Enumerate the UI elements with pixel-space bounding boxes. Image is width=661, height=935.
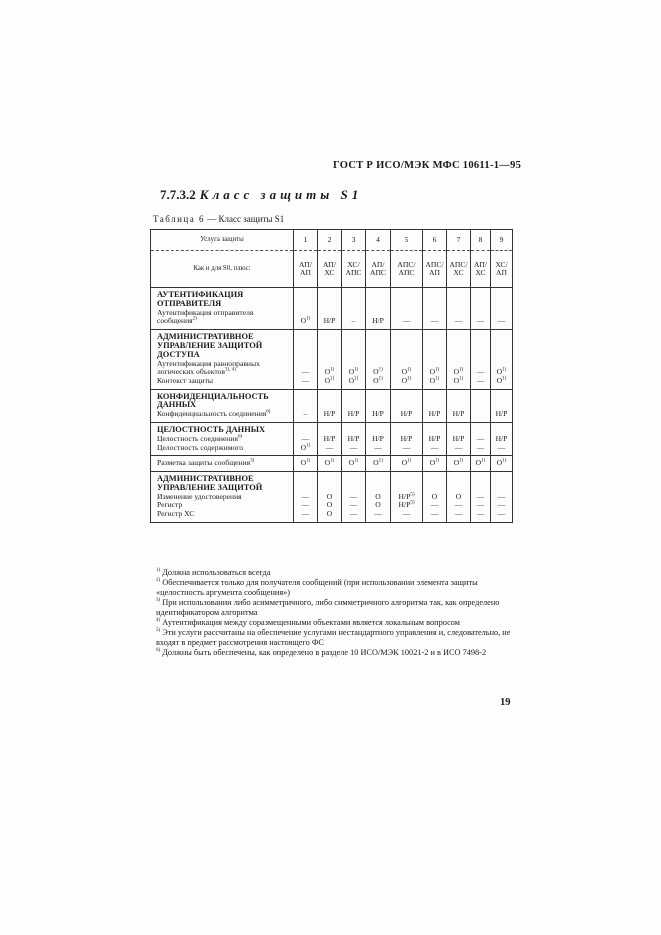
cell-value: Н/Р (372, 433, 384, 443)
cell-value: $О^{1)}$ (373, 367, 383, 377)
table-header-row (151, 230, 513, 251)
column-role: АП/ ХС (471, 251, 491, 288)
group-title: АУТЕНТИФИКАЦИЯ ОТПРАВИТЕЛЯ (157, 290, 244, 308)
value-cell (294, 389, 318, 422)
footnote-text: Аутентификация между соразмещенными объектами является локальным вопросом (162, 617, 461, 627)
footnote (156, 578, 518, 598)
column-number: 4 (366, 230, 391, 251)
table-group-row (151, 330, 513, 390)
group-label-cell (151, 330, 294, 390)
value-cell (447, 288, 471, 330)
cell-value: $О^{1)}$ (453, 367, 464, 377)
column-number: 3 (342, 230, 366, 251)
service-label-text: Аутентификация равноправных логических объектов (157, 358, 260, 377)
cell-value: — (402, 316, 411, 326)
column-number: 5 (391, 230, 423, 251)
value-cell (342, 389, 366, 422)
table-caption (153, 214, 284, 224)
footnote-mark: 6) (156, 647, 161, 653)
value-cell (471, 423, 491, 456)
cell-value: — (454, 500, 463, 510)
group-title: КОНФИДЕНЦИАЛЬНОСТЬ ДАННЫХ (157, 391, 269, 410)
footnote (156, 568, 518, 578)
value-cell (491, 389, 513, 422)
cell-value: О (375, 500, 381, 510)
cell-value: — (430, 500, 439, 510)
value-cell (366, 330, 391, 390)
cell-value: — (476, 433, 485, 443)
service-label (157, 444, 290, 453)
value-cell (294, 423, 318, 456)
value-cell (391, 471, 423, 522)
group-title: ЦЕЛОСТНОСТЬ ДАННЫХ (157, 425, 265, 434)
cell-value: О (326, 500, 333, 510)
table-group-row (151, 456, 513, 472)
footnote-text: Должна использоваться всегда (162, 568, 271, 577)
cell-value: Н/Р (347, 409, 360, 419)
cell-value: — (454, 442, 463, 452)
service-label (157, 510, 290, 519)
value-cell (342, 288, 366, 330)
cell-value: Н/Р (495, 409, 508, 419)
value-cell (447, 389, 471, 422)
value-cell (318, 389, 342, 422)
cell-value: $О^{1)}$ (496, 375, 507, 385)
footnote (156, 628, 518, 648)
cell-value: — (301, 509, 310, 519)
value-cell (491, 288, 513, 330)
table-group-row (151, 471, 513, 522)
cell-value: Н/Р (400, 433, 413, 443)
cell-value: — (476, 500, 485, 510)
value-cell (471, 389, 491, 422)
footnote-mark: 3) (156, 598, 161, 604)
cell-value: — (476, 375, 485, 385)
cell-value: Н/Р (428, 433, 441, 443)
service-label-text: Изменение удостоверения (157, 491, 242, 501)
column-number: 7 (447, 230, 471, 251)
cell-value: Н/Р (400, 409, 413, 419)
cell-value: $О^{1)}$ (496, 367, 507, 377)
value-cell (423, 288, 447, 330)
section-number: 7.7.3.2 (160, 187, 196, 202)
cell-value: $О^{1)}$ (373, 458, 383, 468)
column-role: АПС/ АП (423, 251, 447, 288)
cell-value: — (349, 500, 358, 510)
service-label-text: Аутентификация отправителя сообщения (157, 307, 254, 326)
cell-value: $О^{1)}$ (496, 458, 507, 468)
footnote-mark: 5) (156, 627, 161, 633)
cell-value: $О^{1)}$ (300, 316, 311, 326)
value-cell (318, 423, 342, 456)
column-number: 2 (318, 230, 342, 251)
cell-value: — (497, 442, 506, 452)
cell-value: $О^{1)}$ (300, 458, 311, 468)
value-cell (294, 456, 318, 472)
footnotes (156, 568, 518, 658)
group-label-cell (151, 288, 294, 330)
footnote (156, 618, 518, 628)
cell-value: $О^{1)}$ (401, 367, 412, 377)
cell-value: — (374, 509, 382, 519)
cell-value: $О^{1)}$ (453, 375, 464, 385)
cell-value: — (476, 442, 485, 452)
value-cell (391, 389, 423, 422)
cell-value: $О^{1)}$ (348, 375, 359, 385)
value-cell (491, 471, 513, 522)
footnote-ref: 3), 4) (224, 367, 236, 373)
value-cell (294, 330, 318, 390)
service-header: Услуга защиты (151, 230, 294, 251)
cell-value: — (476, 491, 485, 501)
value-cell (342, 423, 366, 456)
value-cell (318, 288, 342, 330)
service-label-text: Регистр (157, 500, 183, 510)
value-cell (366, 288, 391, 330)
cell-value: $О^{1)}$ (453, 458, 464, 468)
service-label (157, 377, 290, 386)
cell-value: — (349, 442, 358, 452)
value-cell (366, 471, 391, 522)
value-cell (366, 389, 391, 422)
page-number: 19 (500, 697, 511, 708)
cell-value: — (301, 367, 310, 377)
value-cell (471, 456, 491, 472)
value-cell (447, 456, 471, 472)
value-cell (318, 471, 342, 522)
value-cell (391, 423, 423, 456)
footnote-ref: 6) (266, 409, 271, 415)
cell-value: — (325, 442, 334, 452)
value-cell (471, 288, 491, 330)
cell-value: — (301, 375, 310, 385)
cell-value: Н/Р (323, 433, 336, 443)
value-cell (294, 471, 318, 522)
cell-value: О (375, 491, 381, 501)
service-label-text: Регистр ХС (157, 509, 195, 519)
security-class-table (150, 229, 513, 523)
column-number: 6 (423, 230, 447, 251)
cell-value: — (430, 509, 439, 519)
cell-value: О (326, 491, 333, 501)
cell-value: $О^{1)}$ (348, 367, 359, 377)
table-caption-text: — Класс защиты S1 (207, 214, 285, 224)
column-role: ХС/ АПС (342, 251, 366, 288)
value-cell (318, 456, 342, 472)
footnote-text: Обеспечивается только для получателя сообщений (при использовании элемента защиты «целостность аргумента сообщения») (156, 577, 478, 597)
cell-value: — (476, 509, 485, 519)
section-heading (160, 187, 362, 203)
footnote (156, 598, 518, 618)
cell-value: Н/Р (452, 433, 465, 443)
value-cell (342, 456, 366, 472)
value-cell (471, 471, 491, 522)
value-cell (447, 330, 471, 390)
cell-value: $О^{1)}$ (429, 367, 440, 377)
column-role: АП/ АП (294, 251, 318, 288)
footnote-text: При использовании либо асимметричного, либо симметричного алгоритма так, как определено идентификатором алгоритма (156, 597, 500, 617)
cell-value: Н/Р (372, 316, 384, 326)
cell-value: — (497, 509, 506, 519)
value-cell (391, 330, 423, 390)
cell-value: О (326, 509, 333, 519)
service-label (157, 360, 290, 377)
column-role: АП/ АПС (366, 251, 391, 288)
value-cell (391, 456, 423, 472)
group-label-cell (151, 389, 294, 422)
cell-value: — (454, 509, 463, 519)
value-cell (423, 389, 447, 422)
group-title: АДМИНИСТРАТИВНОЕ УПРАВЛЕНИЕ ЗАЩИТОЙ ДОСТУПА (157, 332, 263, 359)
value-cell (491, 456, 513, 472)
cell-value: Н/Р (323, 316, 336, 326)
table-group-row (151, 423, 513, 456)
cell-value: $Н/Р^{5)}$ (398, 491, 415, 501)
group-label-cell (151, 471, 294, 522)
footnote-mark: 1) (156, 568, 161, 574)
cell-value: $О^{1)}$ (324, 367, 335, 377)
cell-value: – (303, 409, 308, 419)
cell-value: $О^{1)}$ (324, 375, 335, 385)
cell-value: $О^{1)}$ (401, 458, 412, 468)
cell-value: О (431, 491, 438, 501)
column-number: 8 (471, 230, 491, 251)
value-cell (447, 423, 471, 456)
cell-value: — (301, 491, 310, 501)
value-cell (318, 330, 342, 390)
footnote-mark: 2) (156, 578, 161, 584)
cell-value: Н/Р (428, 409, 441, 419)
cell-value: — (349, 509, 358, 519)
column-role: АП/ ХС (318, 251, 342, 288)
cell-value: — (497, 316, 506, 326)
service-label-text: Контекст защиты (157, 375, 214, 385)
cell-value: — (301, 433, 310, 443)
cell-value: $О^{1)}$ (324, 458, 335, 468)
service-label-text: Целостность содержимого (157, 442, 244, 452)
case-label: Как и для S0, плюс: (151, 251, 294, 288)
service-label (157, 459, 290, 468)
service-label-text: Целостность соединения (157, 433, 238, 443)
cell-value: — (497, 491, 506, 501)
cell-value: О (455, 491, 462, 501)
value-cell (366, 423, 391, 456)
value-cell (294, 288, 318, 330)
cell-value: $О^{1)}$ (348, 458, 359, 468)
cell-value: $О^{1)}$ (475, 458, 486, 468)
footnote-mark: 4) (156, 618, 161, 623)
column-role: АПС/ ХС (447, 251, 471, 288)
cell-value: — (497, 500, 506, 510)
footnote-text: Должны быть обеспечены, как определено в разделе 10 ИСО/МЭК 10021-2 и в ИСО 7498-2 (162, 647, 487, 657)
footnote (156, 648, 518, 658)
value-cell (491, 330, 513, 390)
footnote-ref: 2) (192, 316, 197, 322)
value-cell (491, 423, 513, 456)
value-cell (423, 330, 447, 390)
cell-value: $Н/Р^{5)}$ (398, 500, 415, 510)
value-cell (447, 471, 471, 522)
cell-value: – (351, 316, 356, 326)
footnote-ref: 3) (250, 458, 255, 464)
group-label-cell (151, 423, 294, 456)
cell-value: — (430, 442, 439, 452)
value-cell (366, 456, 391, 472)
cell-value: $О^{1)}$ (429, 375, 440, 385)
value-cell (423, 456, 447, 472)
footnote-text: Эти услуги рассчитаны на обеспечение услугами нестандартного управления и, следовательно, не входят в предмет рассмотрения настоящего ФС (156, 627, 511, 647)
cell-value: $О^{1)}$ (373, 375, 383, 385)
cell-value: Н/Р (372, 409, 384, 419)
cell-value: $О^{1)}$ (401, 375, 412, 385)
cell-value: Н/Р (495, 433, 508, 443)
value-cell (423, 423, 447, 456)
cell-value: — (402, 442, 411, 452)
cell-value: $О^{1)}$ (300, 442, 311, 452)
cell-value: — (374, 442, 382, 452)
section-title: Класс защиты S1 (199, 187, 363, 202)
cell-value: — (430, 316, 439, 326)
value-cell (391, 288, 423, 330)
cell-value: — (476, 367, 485, 377)
service-label-text: Конфиденциальность соединения (157, 409, 267, 419)
column-role: АПС/ АПС (391, 251, 423, 288)
cell-value: — (301, 500, 310, 510)
cell-value: Н/Р (323, 409, 336, 419)
table-roles-row (151, 251, 513, 288)
value-cell (342, 471, 366, 522)
cell-value: — (402, 509, 411, 519)
service-label (157, 410, 290, 419)
table-caption-word: Таблица 6 (153, 214, 205, 224)
cell-value (472, 410, 489, 419)
group-title: АДМИНИСТРАТИВНОЕ УПРАВЛЕНИЕ ЗАЩИТОЙ (157, 473, 263, 492)
group-label-cell (151, 456, 294, 472)
value-cell (342, 330, 366, 390)
cell-value: Н/Р (347, 433, 360, 443)
cell-value: — (454, 316, 463, 326)
cell-value: — (476, 316, 485, 326)
service-label (157, 309, 290, 326)
footnote-ref: 6) (237, 434, 243, 440)
column-number: 9 (491, 230, 513, 251)
table-group-row (151, 389, 513, 422)
value-cell (471, 330, 491, 390)
cell-value: Н/Р (452, 409, 465, 419)
column-number: 1 (294, 230, 318, 251)
service-label-text: Разметка защиты сообщения (157, 458, 251, 468)
cell-value: — (349, 491, 358, 501)
cell-value: $О^{1)}$ (429, 458, 440, 468)
table-group-row (151, 288, 513, 330)
value-cell (423, 471, 447, 522)
document-header: ГОСТ Р ИСО/МЭК МФС 10611-1—95 (333, 160, 522, 171)
column-role: ХС/ АП (491, 251, 513, 288)
